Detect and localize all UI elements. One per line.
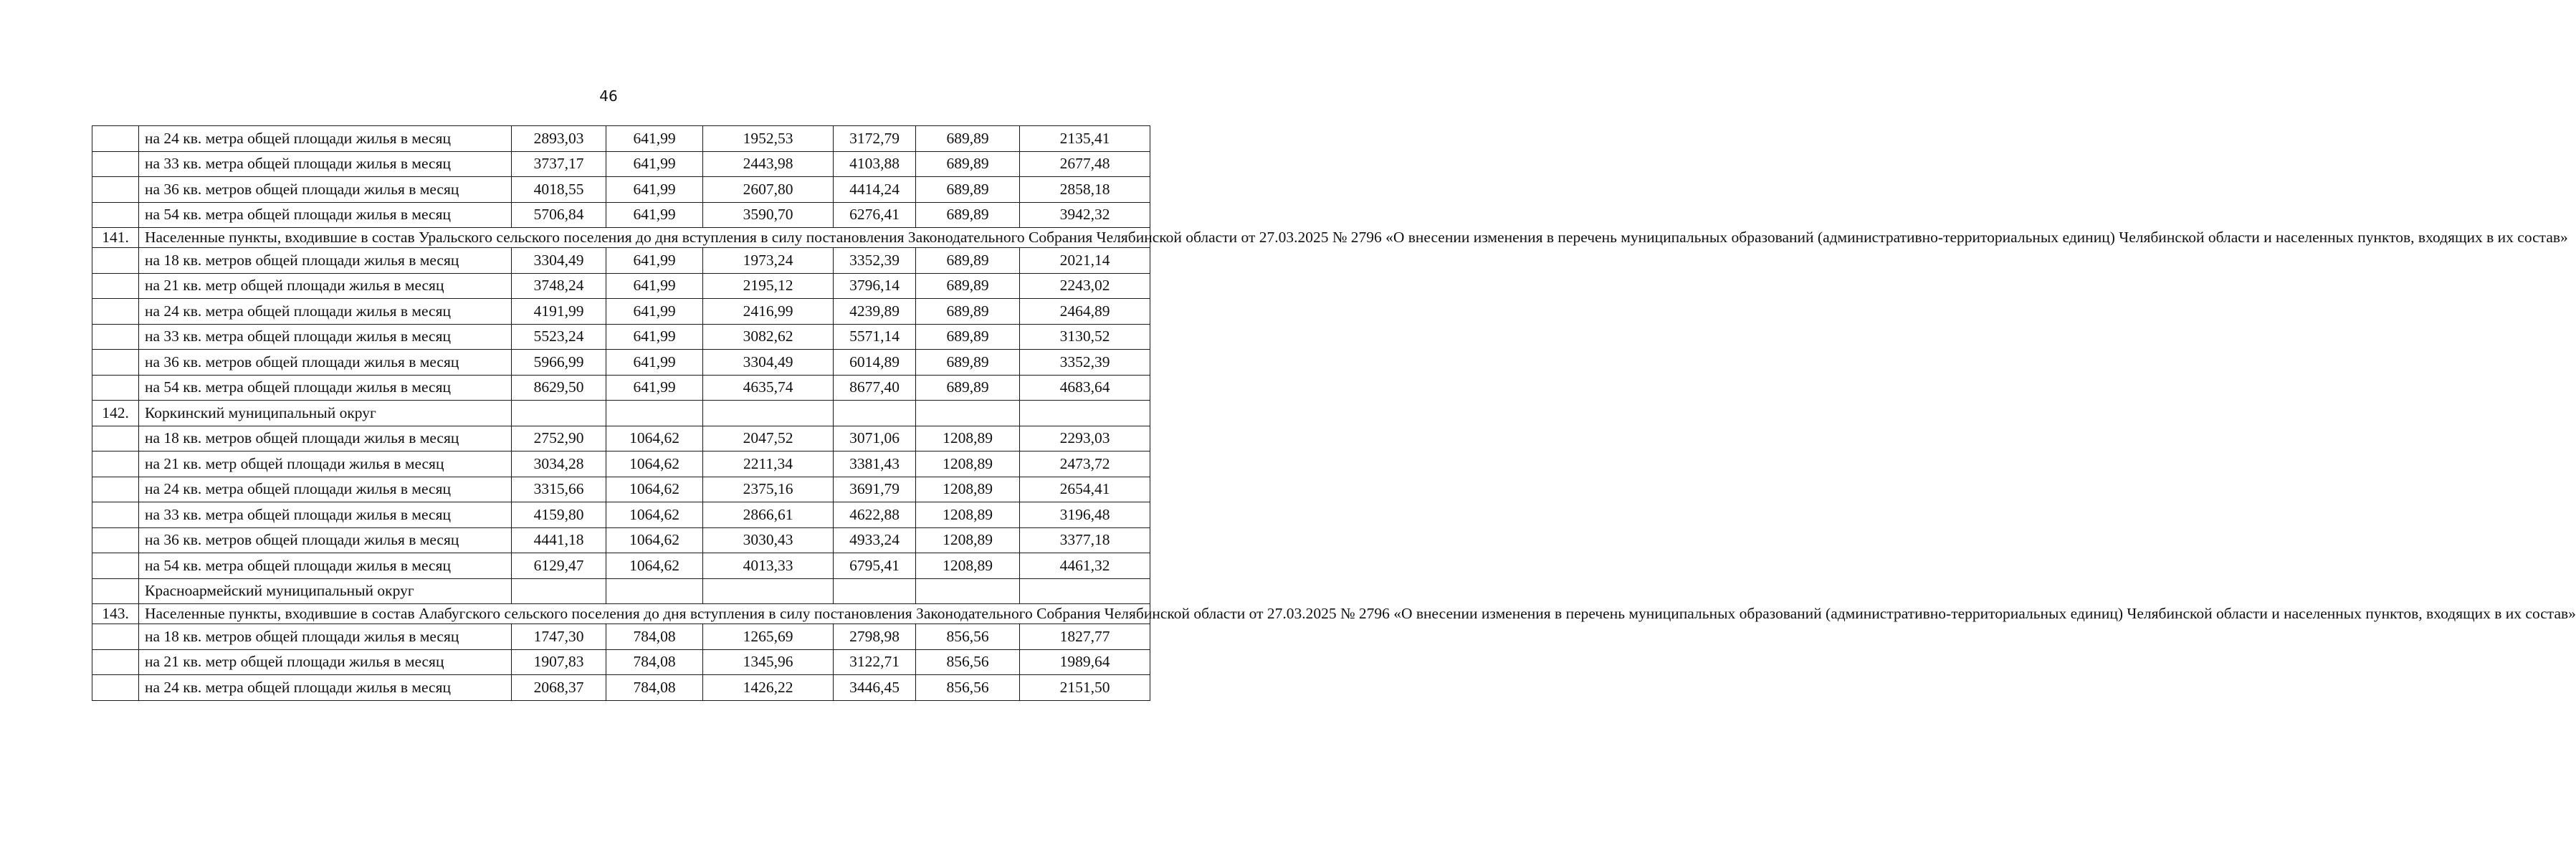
value-cell: 3082,62 [703,324,834,350]
section-row [92,228,1150,248]
row-number [92,126,139,152]
row-number [92,527,139,553]
value-cell: 689,89 [916,177,1020,203]
value-cell: 8629,50 [512,375,606,401]
value-cell: 3377,18 [1020,527,1150,553]
row-number [92,477,139,502]
value-cell: 1989,64 [1020,649,1150,675]
value-cell [703,401,834,426]
value-cell: 1907,83 [512,649,606,675]
value-cell: 641,99 [606,126,703,152]
value-cell: 641,99 [606,202,703,228]
row-number [92,675,139,701]
value-cell: 2243,02 [1020,273,1150,299]
value-cell: 641,99 [606,350,703,376]
value-cell: 641,99 [606,299,703,325]
value-cell: 4239,89 [834,299,916,325]
value-cell: 3748,24 [512,273,606,299]
row-number [92,624,139,650]
value-cell: 3737,17 [512,151,606,177]
table-row [92,452,1150,477]
value-cell: 1208,89 [916,502,1020,528]
value-cell: 4635,74 [703,375,834,401]
value-cell: 4933,24 [834,527,916,553]
row-number [92,350,139,376]
value-cell: 4683,64 [1020,375,1150,401]
value-cell: 4159,80 [512,502,606,528]
row-number [92,299,139,325]
table-row [92,248,1150,274]
value-cell: 1345,96 [703,649,834,675]
value-cell: 1064,62 [606,426,703,452]
value-cell: 641,99 [606,375,703,401]
table-row [92,350,1150,376]
row-label: на 24 кв. метра общей площади жилья в месяц [139,126,512,152]
row-label: на 33 кв. метра общей площади жилья в месяц [139,324,512,350]
value-cell: 5523,24 [512,324,606,350]
table-row [92,401,1150,426]
value-cell: 3381,43 [834,452,916,477]
row-label: на 36 кв. метров общей площади жилья в месяц [139,350,512,376]
value-cell: 689,89 [916,151,1020,177]
value-cell: 3942,32 [1020,202,1150,228]
row-number [92,324,139,350]
value-cell: 3196,48 [1020,502,1150,528]
value-cell: 1747,30 [512,624,606,650]
value-cell: 2416,99 [703,299,834,325]
value-cell: 2677,48 [1020,151,1150,177]
row-number [92,649,139,675]
value-cell: 5706,84 [512,202,606,228]
value-cell: 641,99 [606,248,703,274]
value-cell: 856,56 [916,649,1020,675]
row-number [92,502,139,528]
value-cell: 3030,43 [703,527,834,553]
value-cell: 641,99 [606,324,703,350]
table-row [92,502,1150,528]
row-label: на 18 кв. метров общей площади жилья в месяц [139,426,512,452]
table-row [92,202,1150,228]
value-cell: 689,89 [916,126,1020,152]
section-row [92,604,1150,624]
value-cell: 1064,62 [606,527,703,553]
table-row [92,553,1150,579]
row-label: на 33 кв. метра общей площади жилья в месяц [139,502,512,528]
value-cell: 2798,98 [834,624,916,650]
table-row [92,675,1150,701]
row-number [92,452,139,477]
value-cell: 2473,72 [1020,452,1150,477]
value-cell: 2654,41 [1020,477,1150,502]
row-number [92,202,139,228]
value-cell: 641,99 [606,273,703,299]
row-label: на 18 кв. метров общей площади жилья в месяц [139,248,512,274]
row-label: на 24 кв. метра общей площади жилья в месяц [139,477,512,502]
table-row [92,375,1150,401]
value-cell: 641,99 [606,177,703,203]
tariff-table [92,125,2576,701]
value-cell: 1064,62 [606,502,703,528]
value-cell: 6795,41 [834,553,916,579]
table-body [92,126,2576,701]
value-cell: 689,89 [916,248,1020,274]
value-cell: 5966,99 [512,350,606,376]
value-cell: 784,08 [606,624,703,650]
row-label: на 36 кв. метров общей площади жилья в месяц [139,527,512,553]
row-label: на 21 кв. метр общей площади жилья в месяц [139,273,512,299]
row-label: Красноармейский муниципальный округ [139,578,512,604]
value-cell [834,401,916,426]
value-cell: 4191,99 [512,299,606,325]
row-number: 141. [92,228,139,248]
value-cell: 3122,71 [834,649,916,675]
value-cell: 784,08 [606,649,703,675]
value-cell: 2047,52 [703,426,834,452]
row-number: 142. [92,401,139,426]
value-cell: 2443,98 [703,151,834,177]
value-cell: 1208,89 [916,553,1020,579]
row-number [92,375,139,401]
value-cell: 3352,39 [834,248,916,274]
value-cell: 1208,89 [916,452,1020,477]
table-row [92,273,1150,299]
value-cell: 3034,28 [512,452,606,477]
value-cell: 2211,34 [703,452,834,477]
value-cell: 641,99 [606,151,703,177]
row-number [92,248,139,274]
value-cell: 3446,45 [834,675,916,701]
row-number [92,426,139,452]
table-row [92,299,1150,325]
value-cell: 784,08 [606,675,703,701]
value-cell [1020,401,1150,426]
value-cell: 6276,41 [834,202,916,228]
value-cell: 689,89 [916,324,1020,350]
value-cell: 1426,22 [703,675,834,701]
value-cell [606,578,703,604]
value-cell: 1064,62 [606,553,703,579]
value-cell: 5571,14 [834,324,916,350]
value-cell: 4414,24 [834,177,916,203]
section-title: Населенные пункты, входившие в состав Алабугского сельского поселения до дня вступления в силу постановления Законодательного Собрания Челябинской области от 27.03.2025 № 2796 «О внесении изменения в перечень муниципальных образований (административно-территориальных единиц) Челябинской области и населенных пунктов, входящих в их состав» [139,604,1150,624]
value-cell: 1265,69 [703,624,834,650]
value-cell: 2607,80 [703,177,834,203]
value-cell [606,401,703,426]
value-cell: 2866,61 [703,502,834,528]
row-number: 143. [92,604,139,624]
value-cell: 856,56 [916,624,1020,650]
row-label: на 54 кв. метра общей площади жилья в месяц [139,202,512,228]
value-cell: 2068,37 [512,675,606,701]
table-row [92,624,1150,650]
value-cell: 4103,88 [834,151,916,177]
value-cell: 1208,89 [916,527,1020,553]
table-row [92,426,1150,452]
value-cell: 2135,41 [1020,126,1150,152]
row-number [92,177,139,203]
value-cell [512,401,606,426]
value-cell: 4013,33 [703,553,834,579]
table-row [92,477,1150,502]
value-cell: 1064,62 [606,452,703,477]
value-cell: 2752,90 [512,426,606,452]
table-row [92,324,1150,350]
row-label: на 24 кв. метра общей площади жилья в месяц [139,299,512,325]
value-cell: 4018,55 [512,177,606,203]
value-cell: 3130,52 [1020,324,1150,350]
value-cell: 689,89 [916,375,1020,401]
value-cell [512,578,606,604]
table-row [92,649,1150,675]
value-cell [1020,578,1150,604]
value-cell: 4441,18 [512,527,606,553]
value-cell: 2858,18 [1020,177,1150,203]
value-cell: 1208,89 [916,477,1020,502]
value-cell: 2464,89 [1020,299,1150,325]
value-cell: 3172,79 [834,126,916,152]
value-cell: 856,56 [916,675,1020,701]
page-number: 46 [599,87,618,105]
value-cell [916,401,1020,426]
value-cell [834,578,916,604]
value-cell: 3315,66 [512,477,606,502]
row-label: на 18 кв. метров общей площади жилья в месяц [139,624,512,650]
table-row [92,151,1150,177]
value-cell: 689,89 [916,350,1020,376]
row-label: на 54 кв. метра общей площади жилья в месяц [139,553,512,579]
value-cell: 3796,14 [834,273,916,299]
row-label: на 21 кв. метр общей площади жилья в месяц [139,452,512,477]
value-cell: 8677,40 [834,375,916,401]
value-cell: 2375,16 [703,477,834,502]
value-cell: 1208,89 [916,426,1020,452]
value-cell: 2893,03 [512,126,606,152]
value-cell: 3304,49 [703,350,834,376]
table-row [92,527,1150,553]
row-label: на 36 кв. метров общей площади жилья в месяц [139,177,512,203]
value-cell: 1973,24 [703,248,834,274]
value-cell: 1064,62 [606,477,703,502]
row-label: на 21 кв. метр общей площади жилья в месяц [139,649,512,675]
value-cell: 6129,47 [512,553,606,579]
value-cell: 1952,53 [703,126,834,152]
value-cell: 689,89 [916,202,1020,228]
table-row [92,578,1150,604]
value-cell [916,578,1020,604]
value-cell: 3590,70 [703,202,834,228]
value-cell: 689,89 [916,299,1020,325]
row-label: Коркинский муниципальный округ [139,401,512,426]
value-cell [703,578,834,604]
value-cell: 3352,39 [1020,350,1150,376]
row-number [92,273,139,299]
table-row [92,126,1150,152]
value-cell: 2151,50 [1020,675,1150,701]
value-cell: 3691,79 [834,477,916,502]
value-cell: 2293,03 [1020,426,1150,452]
row-number [92,578,139,604]
table-row [92,177,1150,203]
value-cell: 689,89 [916,273,1020,299]
row-label: на 54 кв. метра общей площади жилья в месяц [139,375,512,401]
value-cell: 2021,14 [1020,248,1150,274]
row-number [92,553,139,579]
value-cell: 3071,06 [834,426,916,452]
row-number [92,151,139,177]
row-label: на 33 кв. метра общей площади жилья в месяц [139,151,512,177]
value-cell: 4461,32 [1020,553,1150,579]
value-cell: 2195,12 [703,273,834,299]
value-cell: 1827,77 [1020,624,1150,650]
value-cell: 3304,49 [512,248,606,274]
value-cell: 4622,88 [834,502,916,528]
row-label: на 24 кв. метра общей площади жилья в месяц [139,675,512,701]
value-cell: 6014,89 [834,350,916,376]
section-title: Населенные пункты, входившие в состав Уральского сельского поселения до дня вступления в силу постановления Законодательного Собрания Челябинской области от 27.03.2025 № 2796 «О внесении изменения в перечень муниципальных образований (административно-территориальных единиц) Челябинской области и населенных пунктов, входящих в их состав» [139,228,1150,248]
